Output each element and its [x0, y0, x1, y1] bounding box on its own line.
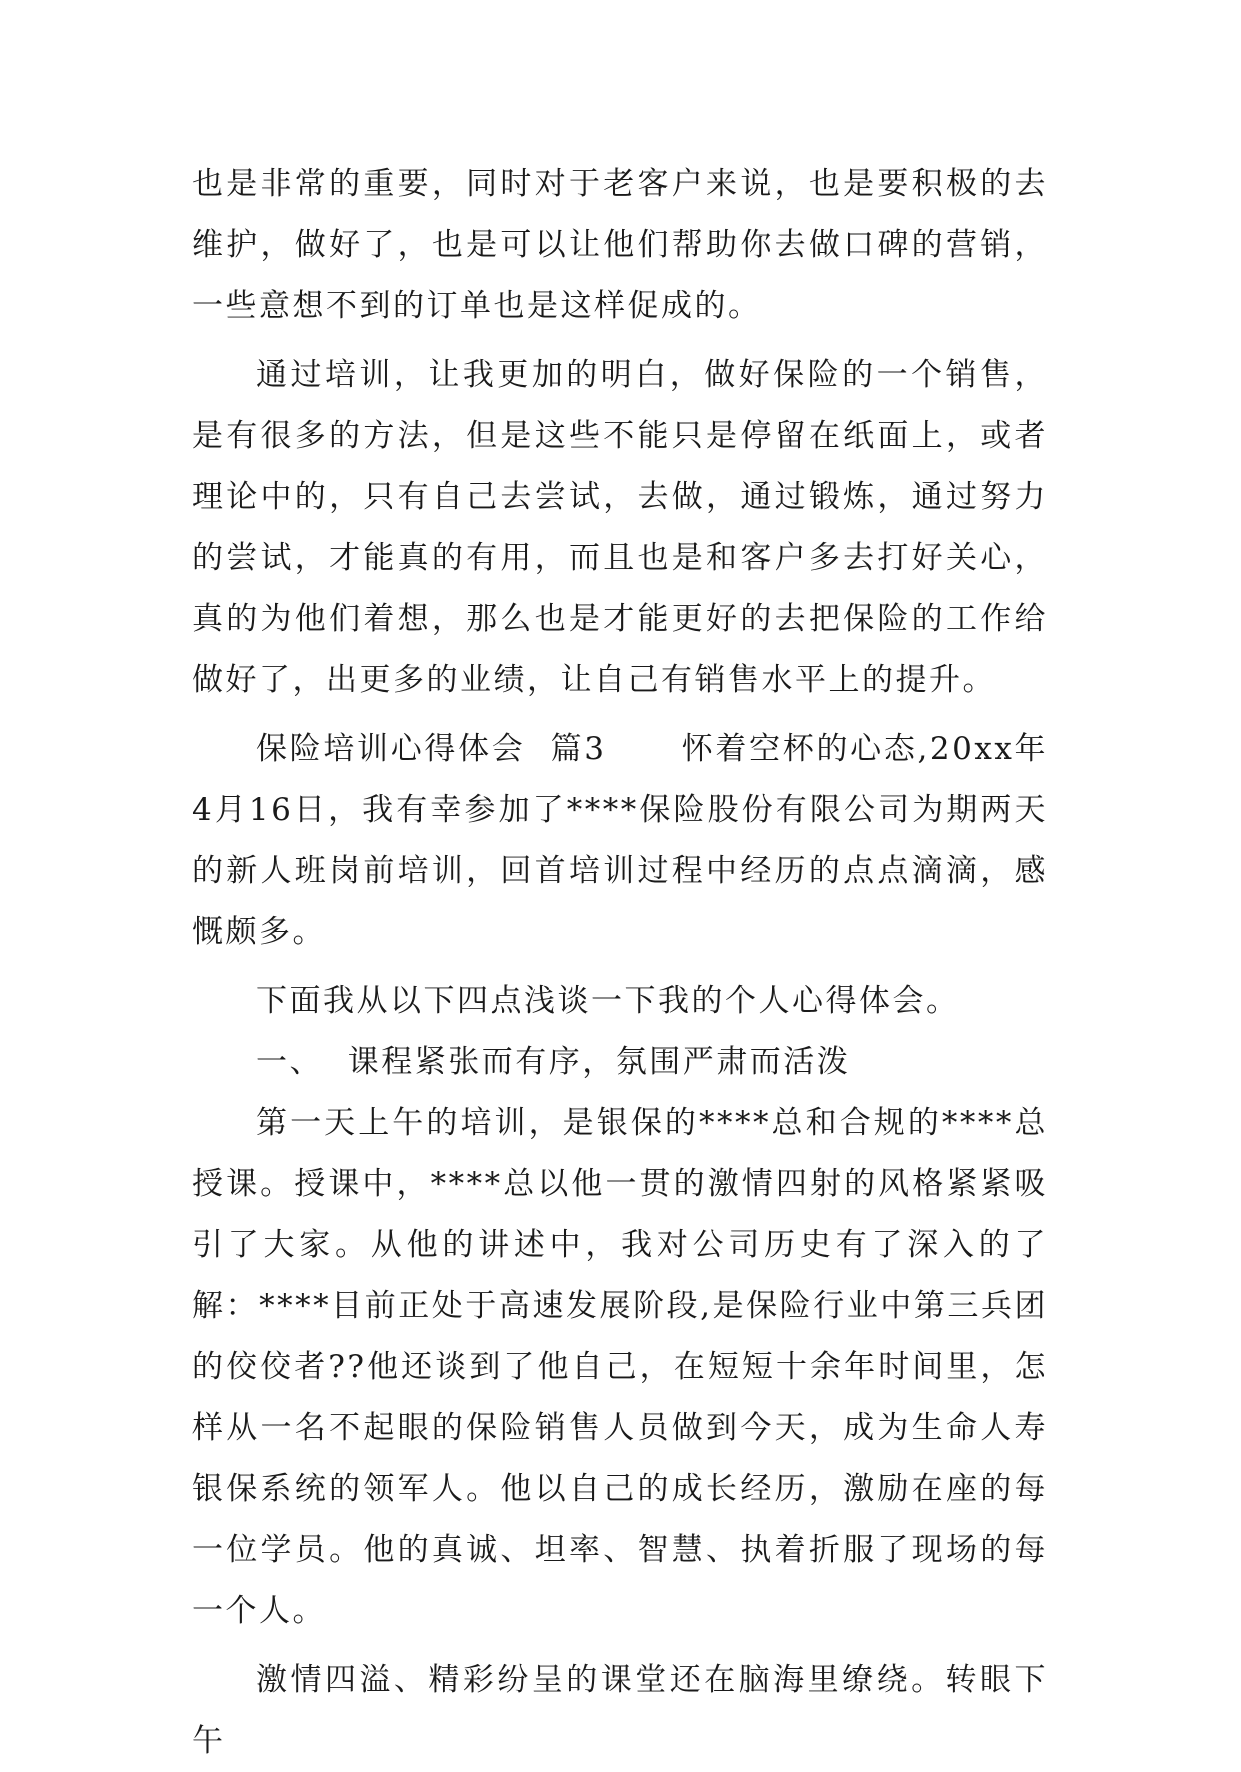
paragraph-3-text: 怀着空杯的心态,20xx年4月16日，我有幸参加了****保险股份有限公司为期两天的新人班岗前培训，回首培训过程中经历的点点滴滴，感慨颇多。	[192, 731, 1049, 950]
paragraph-2: 通过培训，让我更加的明白，做好保险的一个销售，是有很多的方法，但是这些不能只是停留在纸面上，或者理论中的，只有自己去尝试，去做，通过锻炼，通过努力的尝试，才能真的有用，而且也是和客户多去打好关心，真的为他们着想，那么也是才能更好的去把保险的工作给做好了，出更多的业绩，让自己有销售水平上的提升。	[192, 357, 1048, 698]
title-spacer	[607, 731, 682, 767]
paragraph-6: 第一天上午的培训，是银保的****总和合规的****总授课。授课中，****总以他一贯的激情四射的风格紧紧吸引了大家。从他的讲述中，我对公司历史有了深入的了解：****目前正处于高速发展阶段,是保险行业中第三兵团的佼佼者??他还谈到了他自己，在短短十余年时间里，怎样从一名不起眼的保险销售人员做到今天，成为生命人寿银保系统的领军人。他以自己的成长经历，激励在座的每一位学员。他的真诚、坦率、智慧、执着折服了现场的每一个人。	[192, 1105, 1048, 1629]
paragraph-7: 激情四溢、精彩纷呈的课堂还在脑海里缭绕。转眼下午	[192, 1662, 1048, 1759]
paragraph-1: 也是非常的重要，同时对于老客户来说，也是要积极的去维护，做好了，也是可以让他们帮助你去做口碑的营销，一些意想不到的订单也是这样促成的。	[192, 166, 1048, 324]
document-body	[192, 154, 1048, 1772]
section-heading-1: 一、 课程紧张而有序，氛围严肃而活泼	[256, 1044, 851, 1080]
paragraph-4: 下面我从以下四点浅谈一下我的个人心得体会。	[256, 983, 960, 1019]
paragraph-3	[192, 719, 1048, 963]
section-title: 保险培训心得体会 篇3	[256, 731, 607, 767]
